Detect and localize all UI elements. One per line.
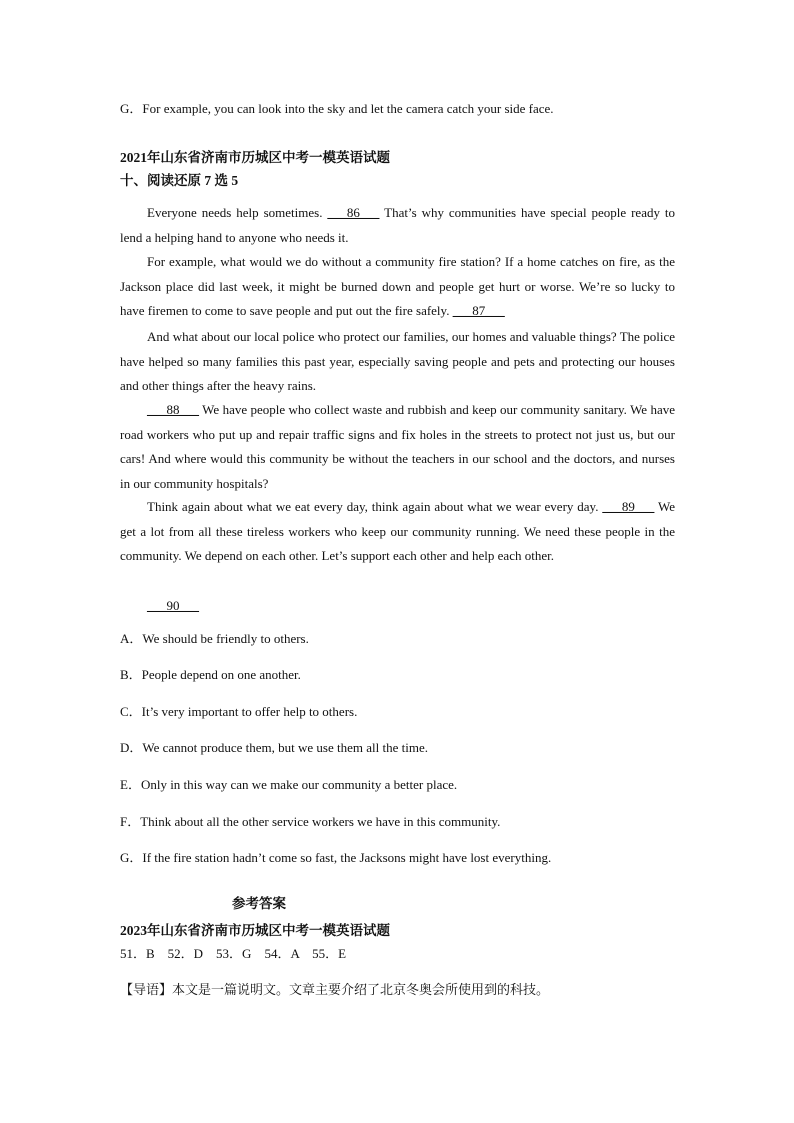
- section-title: 2021年山东省济南市历城区中考一模英语试题: [120, 150, 390, 165]
- paragraph-5-start: Think again about what we eat every day, think again about what we wear every day.: [147, 499, 599, 514]
- option-f: F．Think about all the other service workers we have in this community.: [120, 814, 501, 829]
- answer-exam-title: 2023年山东省济南市历城区中考一模英语试题: [120, 923, 390, 938]
- blank-88: ___88___: [147, 402, 199, 417]
- paragraph-1: [120, 201, 675, 250]
- paragraph-4: [120, 398, 675, 496]
- option-a: A．We should be friendly to others.: [120, 631, 309, 646]
- blank-87: ___87___: [452, 303, 505, 319]
- paragraph-2-text: For example, what would we do without a community fire station? If a home catches on fire, as the Jackson place did last week, it might be burned down and people get hurt or worse. We’re so lucky to have firemen to come to save people and put out the fire safely.: [120, 254, 675, 319]
- option-e: E．Only in this way can we make our community a better place.: [120, 777, 458, 792]
- previous-option-g: G．For example, you can look into the sky and let the camera catch your side face.: [120, 101, 554, 116]
- paragraph-1-start: Everyone needs help sometimes.: [147, 205, 323, 220]
- section-subtitle: 十、阅读还原 7 选 5: [120, 173, 239, 188]
- blank-89: ___89___: [602, 499, 655, 514]
- option-g: G．If the fire station hadn’t come so fast, the Jacksons might have lost everything.: [120, 850, 552, 865]
- paragraph-4-text: We have people who collect waste and rubbish and keep our community sanitary. We have road workers who put up and repair traffic signs and fix holes in the streets to protect not just us, but our cars! And where would this community be without the teachers in our school and the doctors, and nurses in our community hospitals?: [120, 402, 676, 491]
- answer-key: 51．B 52．D 53．G 54．A 55．E: [120, 946, 347, 961]
- blank-90: ___90___: [147, 598, 199, 613]
- answer-title: 参考答案: [232, 896, 286, 911]
- guide-text: 【导语】本文是一篇说明文。文章主要介绍了北京冬奥会所使用到的科技。: [120, 983, 550, 998]
- blank-86: ___86___: [327, 205, 380, 220]
- paragraph-5: [120, 495, 675, 569]
- paragraph-3-text: And what about our local police who protect our families, our homes and valuable things? The police have helped so many families this past year, especially saving people and pets and protecting our houses and other things after the heavy rains.: [120, 329, 675, 394]
- paragraph-1-end: That’s why communities have special people ready to lend a helping hand to anyone who needs it.: [120, 205, 676, 245]
- option-d: D．We cannot produce them, but we use them all the time.: [120, 740, 428, 755]
- option-b: B．People depend on one another.: [120, 667, 301, 682]
- option-c: C．It’s very important to offer help to others.: [120, 704, 358, 719]
- paragraph-2: [120, 250, 675, 324]
- paragraph-5-end: We get a lot from all these tireless workers who keep our community running. We need these people in the community. We depend on each other. Let’s support each other and help each other.: [120, 499, 676, 564]
- paragraph-3: [120, 325, 675, 399]
